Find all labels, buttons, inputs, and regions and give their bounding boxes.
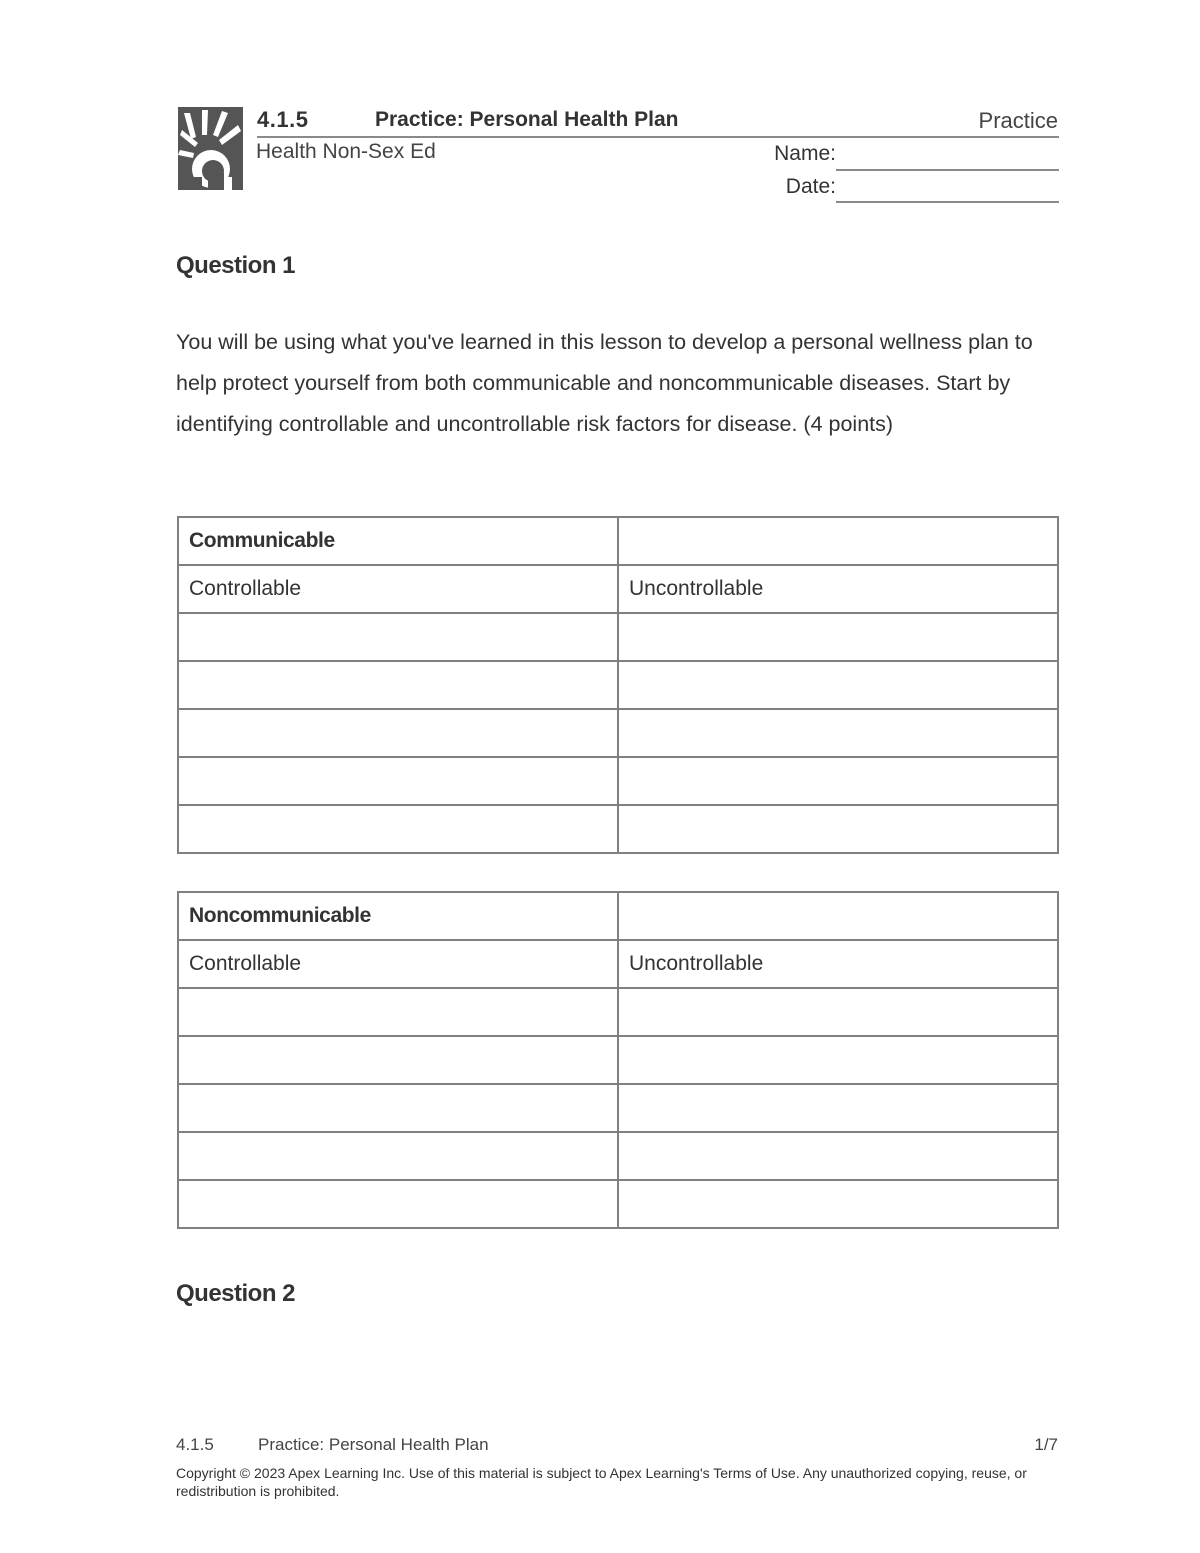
answer-cell[interactable]	[618, 805, 1058, 853]
answer-cell[interactable]	[178, 805, 618, 853]
column-header-uncontrollable: Uncontrollable	[618, 565, 1058, 613]
answer-cell[interactable]	[618, 1180, 1058, 1228]
answer-cell[interactable]	[178, 613, 618, 661]
answer-cell[interactable]	[618, 661, 1058, 709]
answer-cell[interactable]	[178, 661, 618, 709]
answer-cell[interactable]	[618, 613, 1058, 661]
answer-cell[interactable]	[178, 1180, 618, 1228]
name-field[interactable]	[836, 169, 1059, 171]
course-name: Health Non-Sex Ed	[256, 140, 436, 163]
table-row	[178, 757, 1058, 805]
table-title: Communicable	[178, 517, 618, 565]
table-cell	[618, 517, 1058, 565]
answer-cell[interactable]	[618, 757, 1058, 805]
date-label: Date:	[785, 175, 836, 198]
noncommunicable-risk-table	[177, 891, 1059, 1229]
answer-cell[interactable]	[178, 709, 618, 757]
page-number: 1/7	[1034, 1435, 1058, 1454]
table-row	[178, 709, 1058, 757]
table-row	[178, 1084, 1058, 1132]
question-2-heading: Question 2	[176, 1280, 296, 1307]
table-row	[178, 661, 1058, 709]
table-row	[178, 1132, 1058, 1180]
communicable-risk-table	[177, 516, 1059, 854]
lesson-code: 4.1.5	[257, 107, 309, 132]
answer-cell[interactable]	[618, 1132, 1058, 1180]
column-header-controllable: Controllable	[178, 940, 618, 988]
table-row	[178, 1036, 1058, 1084]
answer-cell[interactable]	[178, 1132, 618, 1180]
answer-cell[interactable]	[618, 1084, 1058, 1132]
table-title: Noncommunicable	[178, 892, 618, 940]
table-row	[178, 988, 1058, 1036]
lesson-title: Practice: Personal Health Plan	[375, 108, 679, 131]
date-field[interactable]	[836, 201, 1059, 203]
answer-cell[interactable]	[618, 988, 1058, 1036]
answer-cell[interactable]	[178, 1084, 618, 1132]
answer-cell[interactable]	[178, 757, 618, 805]
answer-cell[interactable]	[178, 988, 618, 1036]
header-rule	[257, 136, 1059, 138]
table-row	[178, 1180, 1058, 1228]
table-row	[178, 805, 1058, 853]
table-row	[178, 613, 1058, 661]
column-header-controllable: Controllable	[178, 565, 618, 613]
footer-lesson-code: 4.1.5	[176, 1435, 214, 1454]
table-cell	[618, 892, 1058, 940]
answer-cell[interactable]	[618, 709, 1058, 757]
answer-cell[interactable]	[618, 1036, 1058, 1084]
column-header-uncontrollable: Uncontrollable	[618, 940, 1058, 988]
footer-lesson-title: Practice: Personal Health Plan	[258, 1435, 489, 1454]
question-1-heading: Question 1	[176, 252, 296, 279]
sun-bulb-logo-icon	[178, 107, 243, 190]
name-label: Name:	[774, 142, 836, 165]
copyright-notice: Copyright © 2023 Apex Learning Inc. Use of this material is subject to Apex Learning's Terms of Use. Any unauthorized copying, reuse, or redistribution is prohibited.	[176, 1465, 1027, 1499]
activity-type: Practice	[978, 108, 1058, 133]
answer-cell[interactable]	[178, 1036, 618, 1084]
question-1-prompt: You will be using what you've learned in this lesson to develop a personal wellness plan to help protect yourself from both communicable and noncommunicable diseases. Start by identifying controllable and uncontrollable risk factors for disease. (4 points)	[176, 330, 1033, 436]
